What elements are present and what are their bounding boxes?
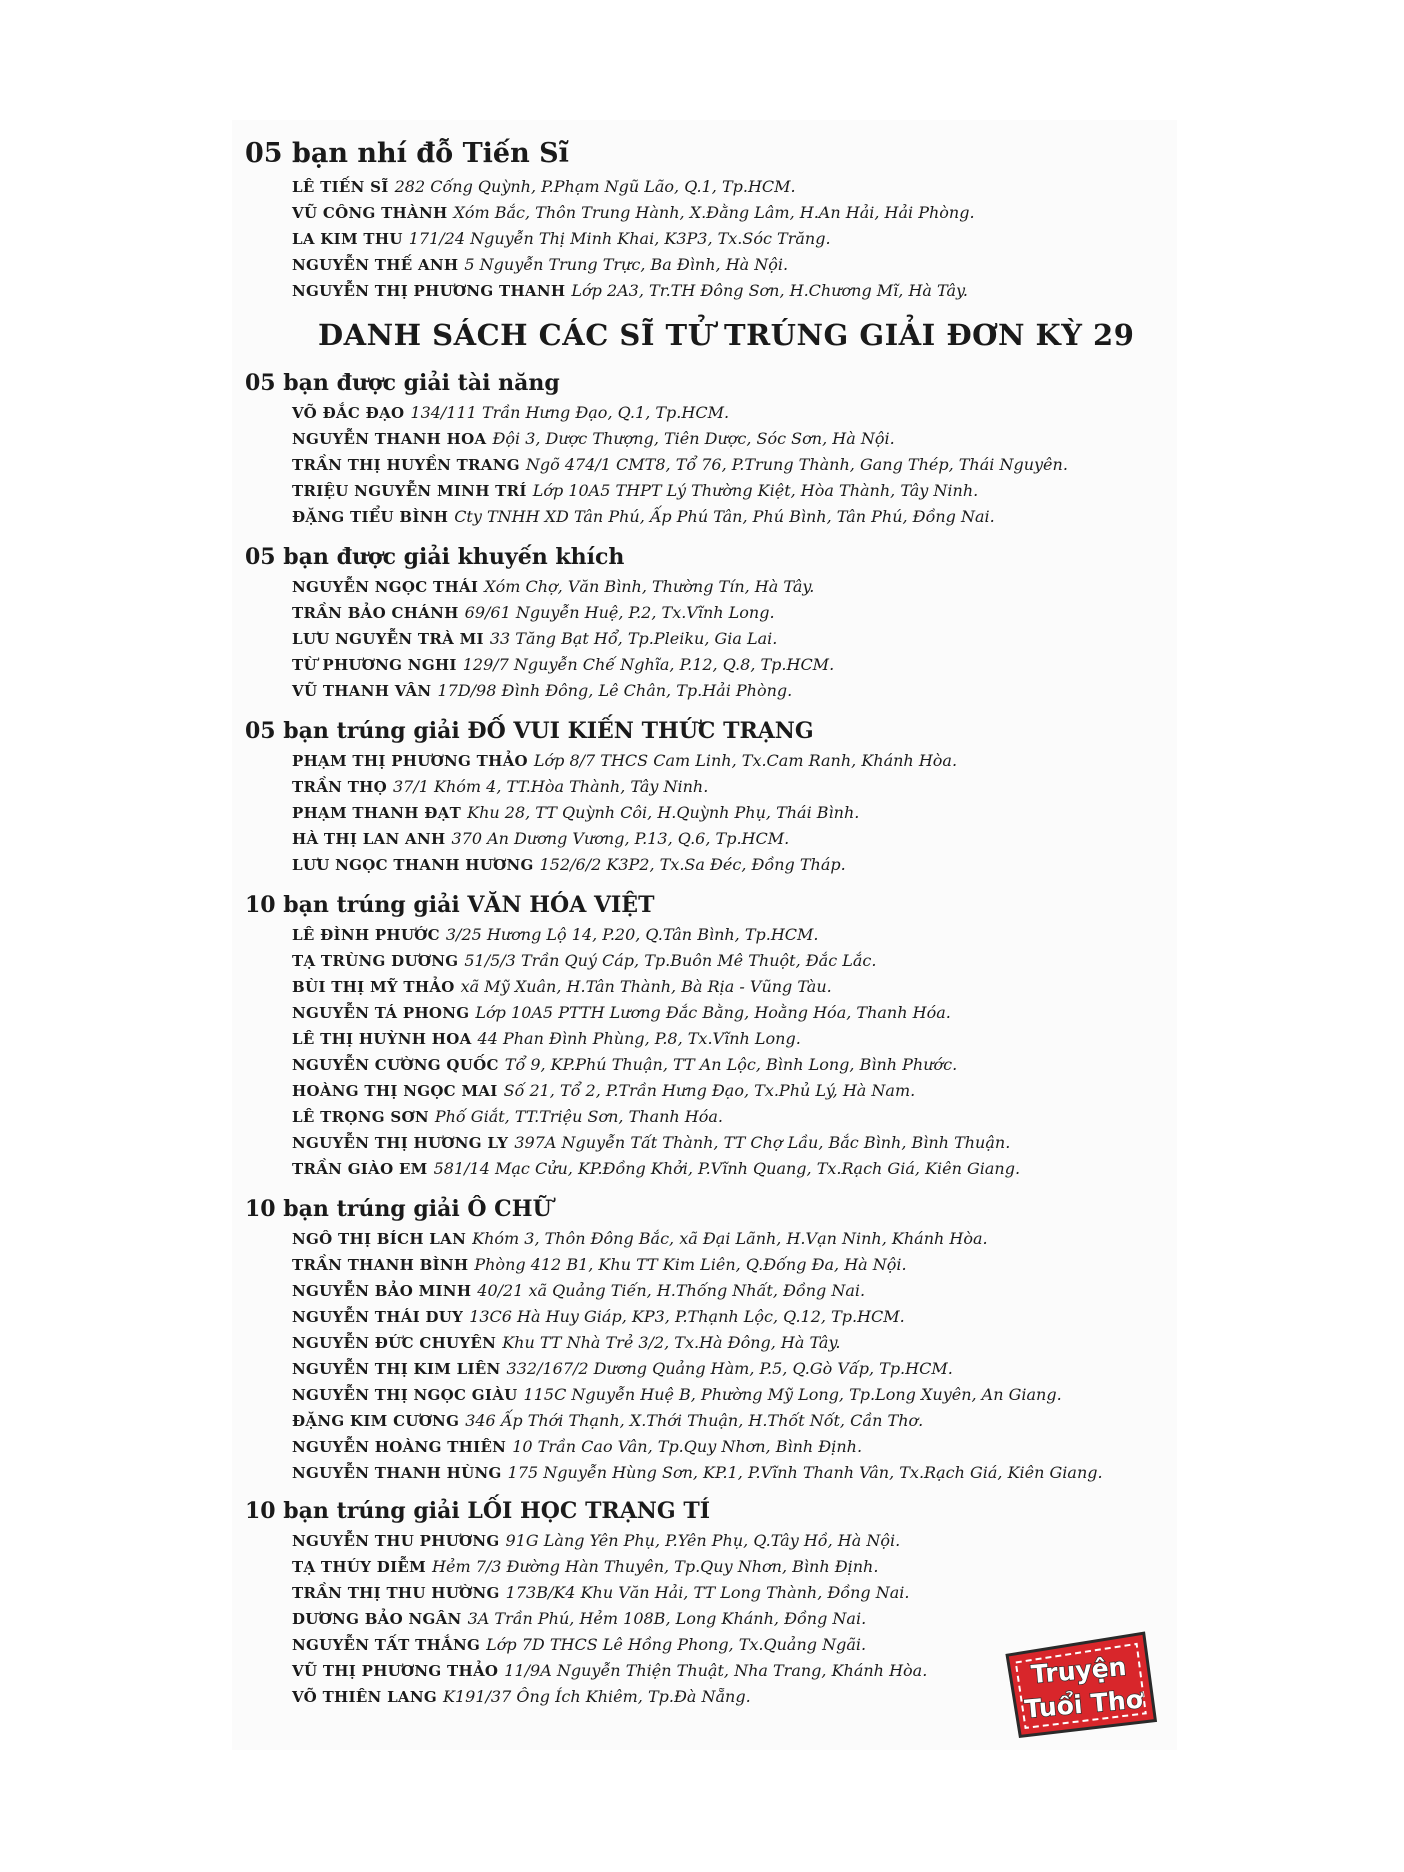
winner-entry — [292, 1632, 927, 1658]
winner-name: VŨ CÔNG THÀNH — [292, 204, 448, 222]
winner-name: NGUYỄN THANH HÙNG — [292, 1464, 502, 1482]
winner-entry — [292, 1684, 927, 1710]
winner-entry — [292, 574, 834, 600]
winner-address: Lớp 10A5 THPT Lý Thường Kiệt, Hòa Thành, Tây Ninh. — [532, 481, 979, 500]
winner-entry — [292, 478, 1068, 504]
winner-name: LƯU NGUYỄN TRÀ MI — [292, 630, 484, 648]
winner-address: Khóm 3, Thôn Đông Bắc, xã Đại Lãnh, H.Vạn Ninh, Khánh Hòa. — [472, 1229, 988, 1248]
truyen-tuoi-tho-logo — [998, 1628, 1161, 1741]
winner-name: TẠ TRÙNG DƯƠNG — [292, 952, 459, 970]
winner-address: 171/24 Nguyễn Thị Minh Khai, K3P3, Tx.Sóc Trăng. — [408, 229, 831, 248]
winner-entry — [292, 1130, 1020, 1156]
winner-address: Cty TNHH XD Tân Phú, Ấp Phú Tân, Phú Bình, Tân Phú, Đồng Nai. — [454, 507, 995, 526]
winner-address: 69/61 Nguyễn Huệ, P.2, Tx.Vĩnh Long. — [464, 603, 775, 622]
winner-address: 91G Làng Yên Phụ, P.Yên Phụ, Q.Tây Hồ, Hà Nội. — [505, 1531, 901, 1550]
winner-name: LÊ TIẾN SĨ — [292, 178, 389, 196]
winner-address: 346 Ấp Thới Thạnh, X.Thới Thuận, H.Thốt Nốt, Cần Thơ. — [465, 1411, 924, 1430]
winner-entry — [292, 652, 834, 678]
winner-name: PHẠM THANH ĐẠT — [292, 804, 462, 822]
section-heading: 05 bạn trúng giải ĐỐ VUI KIẾN THỨC TRẠNG — [245, 718, 814, 744]
logo-line-2: Tuổi Thơ — [1023, 1684, 1145, 1724]
section-heading: 10 bạn trúng giải VĂN HÓA VIỆT — [245, 892, 655, 918]
winner-address: 3/25 Hương Lộ 14, P.20, Q.Tân Bình, Tp.HCM. — [445, 925, 819, 944]
winner-entry — [292, 1156, 1020, 1182]
winner-name: NGÔ THỊ BÍCH LAN — [292, 1230, 467, 1248]
winner-address: Lớp 10A5 PTTH Lương Đắc Bằng, Hoằng Hóa, Thanh Hóa. — [475, 1003, 951, 1022]
winner-address: Phố Giắt, TT.Triệu Sơn, Thanh Hóa. — [434, 1107, 724, 1126]
section-heading: 05 bạn được giải khuyến khích — [245, 544, 625, 570]
winner-name: TRẦN THỊ THU HƯỜNG — [292, 1584, 500, 1602]
winner-name: NGUYỄN THẾ ANH — [292, 256, 459, 274]
winner-entry — [292, 1408, 1103, 1434]
winner-address: xã Mỹ Xuân, H.Tân Thành, Bà Rịa - Vũng Tàu. — [460, 977, 832, 996]
winner-address: Hẻm 7/3 Đường Hàn Thuyên, Tp.Quy Nhơn, Bình Định. — [432, 1557, 879, 1576]
section-heading: 05 bạn nhí đỗ Tiến Sĩ — [245, 138, 569, 169]
winner-address: Ngõ 474/1 CMT8, Tổ 76, P.Trung Thành, Gang Thép, Thái Nguyên. — [525, 455, 1068, 474]
winner-entry — [292, 1330, 1103, 1356]
winner-name: TRẦN GIÀO EM — [292, 1160, 428, 1178]
winner-entry — [292, 974, 1020, 1000]
winner-entry — [292, 922, 1020, 948]
winner-entry — [292, 626, 834, 652]
winner-name: LA KIM THU — [292, 230, 403, 248]
winner-name: NGUYỄN TẤT THẮNG — [292, 1636, 481, 1654]
winner-name: TRẦN BẢO CHÁNH — [292, 604, 459, 622]
winner-entry — [292, 452, 1068, 478]
winner-list — [292, 400, 1068, 530]
winner-name: VÕ THIÊN LANG — [292, 1688, 437, 1706]
winner-address: Khu TT Nhà Trẻ 3/2, Tx.Hà Đông, Hà Tây. — [502, 1333, 841, 1352]
winner-entry — [292, 1104, 1020, 1130]
winner-address: 37/1 Khóm 4, TT.Hòa Thành, Tây Ninh. — [393, 777, 709, 796]
winner-name: NGUYỄN THỊ NGỌC GIÀU — [292, 1386, 518, 1404]
winner-entry — [292, 1434, 1103, 1460]
winner-address: Tổ 9, KP.Phú Thuận, TT An Lộc, Bình Long, Bình Phước. — [504, 1055, 958, 1074]
winner-entry — [292, 852, 957, 878]
winner-entry — [292, 748, 957, 774]
winner-name: VŨ THỊ PHƯƠNG THẢO — [292, 1662, 499, 1680]
winner-name: HÀ THỊ LAN ANH — [292, 830, 446, 848]
winner-list — [292, 748, 957, 878]
winner-name: NGUYỄN THANH HOA — [292, 430, 487, 448]
winner-entry — [292, 1000, 1020, 1026]
winner-entry — [292, 1554, 927, 1580]
winner-address: 397A Nguyễn Tất Thành, TT Chợ Lầu, Bắc Bình, Bình Thuận. — [514, 1133, 1011, 1152]
winner-entry — [292, 226, 975, 252]
winner-address: 33 Tăng Bạt Hổ, Tp.Pleiku, Gia Lai. — [489, 629, 778, 648]
winner-address: Lớp 7D THCS Lê Hồng Phong, Tx.Quảng Ngãi. — [486, 1635, 867, 1654]
winner-entry — [292, 678, 834, 704]
section-heading: 05 bạn được giải tài năng — [245, 370, 560, 396]
winner-name: HOÀNG THỊ NGỌC MAI — [292, 1082, 498, 1100]
winner-address: 134/111 Trần Hưng Đạo, Q.1, Tp.HCM. — [410, 403, 730, 422]
winner-address: 10 Trần Cao Vân, Tp.Quy Nhơn, Bình Định. — [512, 1437, 863, 1456]
winner-entry — [292, 1078, 1020, 1104]
winner-name: NGUYỄN THỊ PHƯƠNG THANH — [292, 282, 566, 300]
winner-address: 51/5/3 Trần Quý Cáp, Tp.Buôn Mê Thuột, Đắc Lắc. — [464, 951, 877, 970]
winner-address: 44 Phan Đình Phùng, P.8, Tx.Vĩnh Long. — [477, 1029, 801, 1048]
winner-name: NGUYỄN HOÀNG THIÊN — [292, 1438, 507, 1456]
section-heading: 10 bạn trúng giải LỐI HỌC TRẠNG TÍ — [245, 1498, 711, 1524]
winner-name: VÕ ĐẮC ĐẠO — [292, 404, 405, 422]
winner-list — [292, 922, 1020, 1182]
winner-entry — [292, 174, 975, 200]
winner-address: 332/167/2 Dương Quảng Hàm, P.5, Q.Gò Vấp, Tp.HCM. — [506, 1359, 953, 1378]
winner-name: LƯU NGỌC THANH HƯƠNG — [292, 856, 534, 874]
winner-entry — [292, 1252, 1103, 1278]
winner-name: TẠ THÚY DIỄM — [292, 1558, 427, 1576]
winner-address: Lớp 2A3, Tr.TH Đông Sơn, H.Chương Mĩ, Hà Tây. — [571, 281, 969, 300]
winner-entry — [292, 1460, 1103, 1486]
winner-list — [292, 1528, 927, 1710]
winner-entry — [292, 1304, 1103, 1330]
winner-name: LÊ TRỌNG SƠN — [292, 1108, 429, 1126]
winner-name: NGUYỄN THỊ KIM LIÊN — [292, 1360, 501, 1378]
winner-address: Xóm Bắc, Thôn Trung Hành, X.Đằng Lâm, H.An Hải, Hải Phòng. — [453, 203, 975, 222]
winner-address: 282 Cống Quỳnh, P.Phạm Ngũ Lão, Q.1, Tp.HCM. — [394, 177, 796, 196]
winner-entry — [292, 426, 1068, 452]
winner-entry — [292, 1052, 1020, 1078]
page-title: DANH SÁCH CÁC SĨ TỬ TRÚNG GIẢI ĐƠN KỲ 29 — [318, 318, 1135, 352]
winner-entry — [292, 1278, 1103, 1304]
winner-entry — [292, 1226, 1103, 1252]
winner-name: BÙI THỊ MỸ THẢO — [292, 978, 455, 996]
winner-entry — [292, 774, 957, 800]
winner-entry — [292, 948, 1020, 974]
winner-name: VŨ THANH VÂN — [292, 682, 432, 700]
winner-entry — [292, 1026, 1020, 1052]
winner-name: NGUYỄN ĐỨC CHUYÊN — [292, 1334, 497, 1352]
winner-address: 17D/98 Đình Đông, Lê Chân, Tp.Hải Phòng. — [437, 681, 793, 700]
winner-address: 11/9A Nguyễn Thiện Thuật, Nha Trang, Khánh Hòa. — [504, 1661, 928, 1680]
winner-entry — [292, 200, 975, 226]
winner-list — [292, 574, 834, 704]
winner-entry — [292, 252, 975, 278]
winner-name: NGUYỄN THÁI DUY — [292, 1308, 464, 1326]
winner-entry — [292, 800, 957, 826]
winner-list — [292, 174, 975, 304]
winner-address: Phòng 412 B1, Khu TT Kim Liên, Q.Đống Đa, Hà Nội. — [474, 1255, 907, 1274]
winner-name: NGUYỄN NGỌC THÁI — [292, 578, 479, 596]
winner-address: Xóm Chợ, Văn Bình, Thường Tín, Hà Tây. — [484, 577, 815, 596]
winner-address: 581/14 Mạc Cửu, KP.Đồng Khởi, P.Vĩnh Quang, Tx.Rạch Giá, Kiên Giang. — [433, 1159, 1021, 1178]
winner-name: NGUYỄN BẢO MINH — [292, 1282, 472, 1300]
winner-address: 3A Trần Phú, Hẻm 108B, Long Khánh, Đồng Nai. — [467, 1609, 867, 1628]
logo-line-1: Truyện — [1029, 1651, 1128, 1690]
winner-name: NGUYỄN TÁ PHONG — [292, 1004, 470, 1022]
winner-entry — [292, 1356, 1103, 1382]
winner-entry — [292, 400, 1068, 426]
winner-address: 370 An Dương Vương, P.13, Q.6, Tp.HCM. — [451, 829, 790, 848]
winner-address: 152/6/2 K3P2, Tx.Sa Đéc, Đồng Tháp. — [539, 855, 846, 874]
winner-address: 5 Nguyễn Trung Trực, Ba Đình, Hà Nội. — [464, 255, 789, 274]
winner-name: NGUYỄN CƯỜNG QUỐC — [292, 1056, 499, 1074]
winner-address: 40/21 xã Quảng Tiến, H.Thống Nhất, Đồng Nai. — [477, 1281, 866, 1300]
winner-name: TRIỆU NGUYỄN MINH TRÍ — [292, 482, 527, 500]
winner-entry — [292, 1658, 927, 1684]
winner-entry — [292, 504, 1068, 530]
winner-name: TRẦN THỊ HUYỀN TRANG — [292, 456, 520, 474]
winner-address: Số 21, Tổ 2, P.Trần Hưng Đạo, Tx.Phủ Lý, Hà Nam. — [503, 1081, 916, 1100]
winner-address: 115C Nguyễn Huệ B, Phường Mỹ Long, Tp.Long Xuyên, An Giang. — [523, 1385, 1062, 1404]
section-heading: 10 bạn trúng giải Ô CHỮ — [245, 1196, 552, 1222]
winner-entry — [292, 826, 957, 852]
winner-name: NGUYỄN THU PHƯƠNG — [292, 1532, 500, 1550]
winner-address: K191/37 Ông Ích Khiêm, Tp.Đà Nẵng. — [443, 1687, 751, 1706]
winner-name: ĐẶNG KIM CƯƠNG — [292, 1412, 460, 1430]
winner-list — [292, 1226, 1103, 1486]
winner-entry — [292, 1382, 1103, 1408]
winner-address: Khu 28, TT Quỳnh Côi, H.Quỳnh Phụ, Thái Bình. — [467, 803, 860, 822]
winner-address: 13C6 Hà Huy Giáp, KP3, P.Thạnh Lộc, Q.12, Tp.HCM. — [469, 1307, 905, 1326]
winner-entry — [292, 1580, 927, 1606]
winner-name: DƯƠNG BẢO NGÂN — [292, 1610, 462, 1628]
winner-name: NGUYỄN THỊ HƯƠNG LY — [292, 1134, 509, 1152]
winner-address: 175 Nguyễn Hùng Sơn, KP.1, P.Vĩnh Thanh Vân, Tx.Rạch Giá, Kiên Giang. — [507, 1463, 1103, 1482]
winner-name: TRẦN THANH BÌNH — [292, 1256, 469, 1274]
winner-name: PHẠM THỊ PHƯƠNG THẢO — [292, 752, 528, 770]
winner-address: 129/7 Nguyễn Chế Nghĩa, P.12, Q.8, Tp.HCM. — [462, 655, 835, 674]
winner-entry — [292, 600, 834, 626]
winner-address: Đội 3, Dược Thượng, Tiên Dược, Sóc Sơn, Hà Nội. — [492, 429, 895, 448]
winner-entry — [292, 1528, 927, 1554]
winner-address: 173B/K4 Khu Văn Hải, TT Long Thành, Đồng Nai. — [505, 1583, 910, 1602]
winner-name: TỪ PHƯƠNG NGHI — [292, 656, 457, 674]
winner-name: LÊ THỊ HUỲNH HOA — [292, 1030, 472, 1048]
winner-name: LÊ ĐÌNH PHƯỚC — [292, 926, 440, 944]
winner-name: ĐẶNG TIỂU BÌNH — [292, 508, 449, 526]
winner-address: Lớp 8/7 THCS Cam Linh, Tx.Cam Ranh, Khánh Hòa. — [533, 751, 958, 770]
winner-entry — [292, 278, 975, 304]
winner-name: TRẦN THỌ — [292, 778, 387, 796]
winner-entry — [292, 1606, 927, 1632]
